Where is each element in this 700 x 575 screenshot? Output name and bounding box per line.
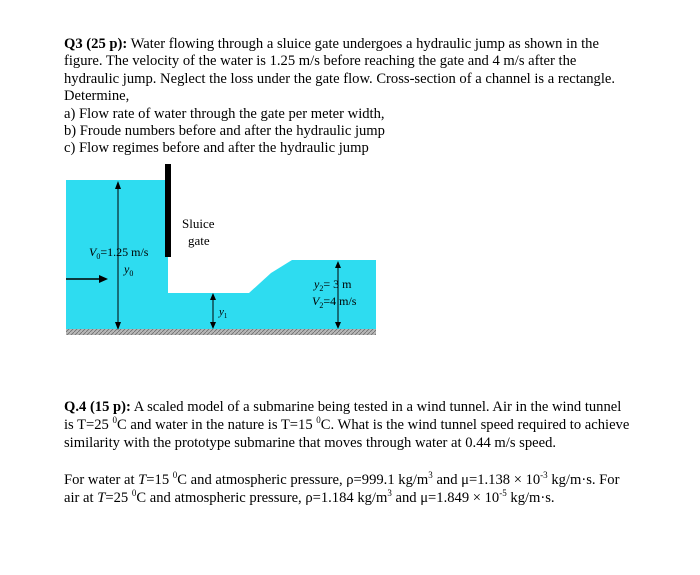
p2-d: and μ=1.138 × 10 <box>436 472 541 488</box>
v0-subscript: 0 <box>96 252 101 261</box>
v2-symbol: V <box>312 294 320 308</box>
gate-label-line1: Sluice <box>182 216 215 231</box>
p2-exp1: -3 <box>540 470 548 481</box>
v0-value: =1.25 m/s <box>100 245 149 259</box>
p2-c: C and atmospheric pressure, ρ=999.1 kg/m <box>177 472 429 488</box>
y0-symbol: y <box>124 262 130 276</box>
p2-i: kg/m·s. <box>510 490 555 506</box>
gate-label-line2: gate <box>188 233 210 248</box>
q3-heading: Q3 (25 p): <box>64 36 128 52</box>
y0-subscript: 0 <box>129 269 134 278</box>
v2-value: =4 m/s <box>323 294 357 308</box>
q4-paragraph-1 <box>64 398 634 452</box>
q4-heading: Q.4 (15 p): <box>64 399 131 415</box>
p2-cube2: 3 <box>387 488 392 499</box>
p2-a: For water at <box>64 472 135 488</box>
q3-part-a: a) Flow rate of water through the gate per meter width, <box>64 105 385 122</box>
p2-T1: T <box>138 472 147 488</box>
q3-intro-text: Water flowing through a sluice gate undergoes a hydraulic jump as shown in the figure. The velocity of the water is 1.25 m/s before reaching the gate and 4 m/s after the hydraulic jump. Neglect the loss under the gate flow. Cross-section of a channel is a rectangle. Determine, <box>64 36 616 105</box>
p2-deg1: 0 <box>172 470 178 481</box>
channel-bed <box>66 329 376 335</box>
q4-degree-1: 0 <box>112 415 118 426</box>
q3-part-b: b) Froude numbers before and after the hydraulic jump <box>64 123 385 140</box>
y2-subscript: 2 <box>319 284 324 293</box>
q4-degree-2: 0 <box>316 415 321 426</box>
y2-value: = 3 m <box>323 277 352 291</box>
v2-label <box>312 294 357 310</box>
p2-h: and μ=1.849 × 10 <box>395 490 500 506</box>
question-3 <box>64 36 634 158</box>
v0-symbol: V <box>89 245 97 259</box>
p2-cube1: 3 <box>428 470 433 481</box>
p2-b: =15 <box>146 472 170 488</box>
p2-e: kg/m·s. For air at <box>64 472 620 506</box>
p2-deg2: 0 <box>131 488 137 499</box>
question-4 <box>64 398 634 507</box>
p2-g: C and atmospheric pressure, ρ=1.184 kg/m <box>136 490 388 506</box>
q4-paragraph-2 <box>64 471 634 507</box>
q4-text-3: C. What is the wind tunnel speed required to achieve similarity with the prototype submarine that moves through water at 0.44 m/s speed. <box>64 417 630 451</box>
y1-subscript: 1 <box>223 312 228 320</box>
q3-part-c: c) Flow regimes before and after the hydraulic jump <box>64 140 369 157</box>
y1-symbol: y <box>219 306 224 318</box>
q4-text-1: A scaled model of a submarine being tested in a wind tunnel. Air in the wind tunnel is T=25 <box>64 399 622 433</box>
q3-intro <box>64 36 634 106</box>
q4-text-2: C and water in the nature is T=15 <box>117 417 313 433</box>
sluice-gate-figure <box>66 164 382 340</box>
sluice-gate-diagram <box>66 164 382 340</box>
p2-f: =25 <box>105 490 129 506</box>
sluice-gate <box>165 164 171 257</box>
p2-T2: T <box>97 490 106 506</box>
p2-exp2: -5 <box>499 488 507 499</box>
y2-label <box>313 277 352 293</box>
v2-subscript: 2 <box>319 301 324 310</box>
y2-symbol: y <box>314 277 320 291</box>
